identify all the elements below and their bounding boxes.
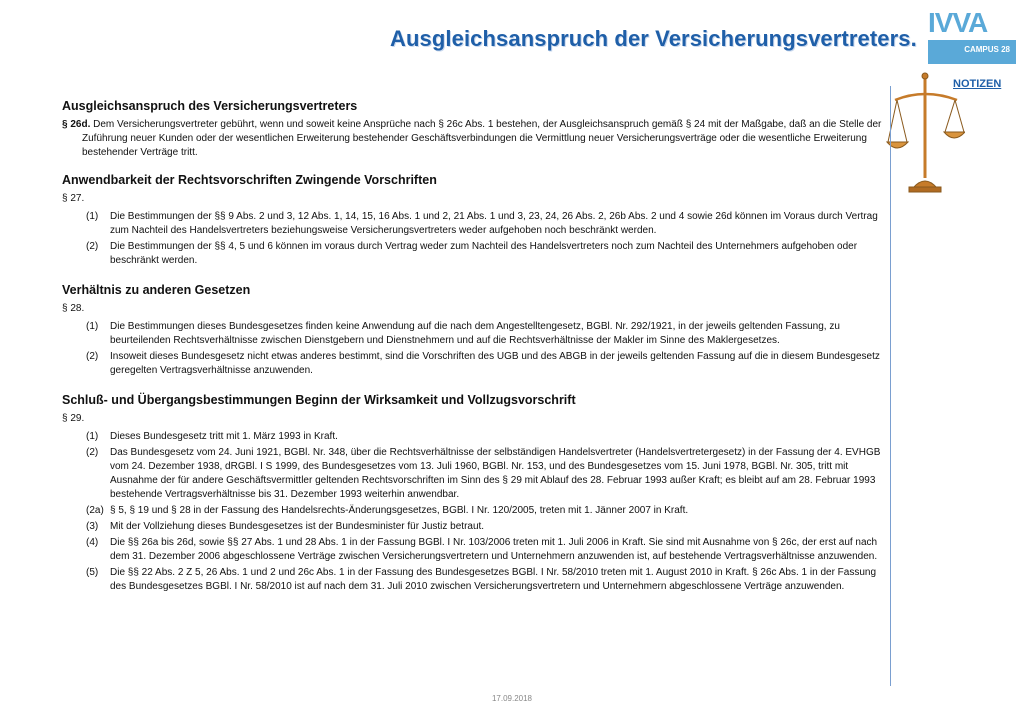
item-number: (2a) xyxy=(86,505,104,516)
list-item xyxy=(62,536,882,564)
list-item xyxy=(62,240,882,268)
item-text: § 5, § 19 und § 28 in der Fassung des Handelsrechts-Änderungsgesetzes, BGBl. I Nr. 120/2005, treten mit 1. Jänner 2007 in Kraft. xyxy=(110,505,689,516)
item-text: Die §§ 22 Abs. 2 Z 5, 26 Abs. 1 und 2 und 26c Abs. 1 in der Fassung des Bundesgesetzes BGBl. I Nr. 58/2010 treten mit 1. August 2010 in Kraft. § 26c Abs. 1 in der Fassung des Bundesgesetzes BGBl. I Nr. 58/2010 ist auf nach dem 31. Juli 2010 zwischen Versicherungsvertretern und Unternehmern abgeschlossene Verträge anzuwenden. xyxy=(110,567,877,592)
paragraph-number: § 28. xyxy=(62,303,85,314)
item-number: (2) xyxy=(86,447,99,458)
item-number: (5) xyxy=(86,567,99,578)
section-heading: Ausgleichsanspruch des Versicherungsvertreters xyxy=(62,99,358,113)
section-heading: Schluß- und Übergangsbestimmungen Beginn der Wirksamkeit und Vollzugsvorschrift xyxy=(62,393,576,407)
item-number: (4) xyxy=(86,537,99,548)
logo-badge-text: CAMPUS 28 xyxy=(964,45,1010,54)
section-27 xyxy=(62,172,882,268)
list-item xyxy=(62,430,882,444)
paragraph-text: Dem Versicherungsvertreter gebührt, wenn und soweit keine Ansprüche nach § 26c Abs. 1 bestehen, der Ausgleichsanspruch gemäß § 24 mit der Maßgabe, daß an die Stelle der Zuführung neuer Kunden oder der wesentlichen Erweiterung bestehender Geschäftsverbindungen die Vermittlung neuer Versicherungsverträge oder die wesentliche Erweiterung bestehender Verträge tritt. xyxy=(82,119,882,158)
scales-of-justice-icon xyxy=(885,70,965,196)
list-item xyxy=(62,350,882,378)
list-item xyxy=(62,446,882,502)
list-item xyxy=(62,520,882,534)
list-item xyxy=(62,566,882,594)
item-text: Die Bestimmungen dieses Bundesgesetzes finden keine Anwendung auf die nach dem Angestelltengesetz, BGBl. Nr. 292/1921, in der jeweils geltenden Fassung, zu beurteilenden Rechtsverhältnisse zwischen Dienstgebern und Dienstnehmern und auf die Rechtsverhältnisse der Makler im Sinne des Maklergesetzes. xyxy=(110,321,840,346)
paragraph-number: § 29. xyxy=(62,413,85,424)
list-item xyxy=(62,210,882,238)
section-heading: Anwendbarkeit der Rechtsvorschriften Zwingende Vorschriften xyxy=(62,173,437,187)
logo-badge xyxy=(928,40,1016,64)
item-text: Mit der Vollziehung dieses Bundesgesetzes ist der Bundesminister für Justiz betraut. xyxy=(110,521,485,532)
item-number: (1) xyxy=(86,211,99,222)
item-number: (1) xyxy=(86,431,99,442)
document-body xyxy=(62,98,882,596)
paragraph-number: § 27. xyxy=(62,193,85,204)
slide-title: Ausgleichsanspruch der Versicherungsvertreters. xyxy=(390,26,917,51)
list-item xyxy=(62,504,882,518)
list-item xyxy=(62,320,882,348)
notes-divider xyxy=(890,86,891,686)
item-number: (2) xyxy=(86,241,99,252)
item-text: Die §§ 26a bis 26d, sowie §§ 27 Abs. 1 und 28 Abs. 1 in der Fassung BGBl. I Nr. 103/2006 treten mit 1. Juli 2006 in Kraft. Sie sind mit Ausnahme von § 26c, der erst auf nach dem 31. Dezember 2006 abgeschlossene Verträge zwischen Versicherungsvertretern und Unternehmern anzuwenden ist, auf bestehende Vertragsverhältnisse anzuwenden. xyxy=(110,537,878,562)
item-text: Die Bestimmungen der §§ 9 Abs. 2 und 3, 12 Abs. 1, 14, 15, 16 Abs. 1 und 2, 21 Abs. 1 und 3, 23, 24, 26 Abs. 2, 26b Abs. 2 und 4 sowie 26d können im Voraus durch Vertrag zum Nachteil des Handelsvertreters beziehungsweise Versicherungsvertreters weder aufgehoben noch beschränkt werden. xyxy=(110,211,878,236)
section-26d xyxy=(62,98,882,160)
section-29 xyxy=(62,392,882,594)
item-number: (2) xyxy=(86,351,99,362)
item-text: Die Bestimmungen der §§ 4, 5 und 6 können im voraus durch Vertrag weder zum Nachteil des Handelsvertreters noch zum Nachteil des Unternehmers aufgehoben oder beschränkt werden. xyxy=(110,241,858,266)
item-number: (1) xyxy=(86,321,99,332)
section-28 xyxy=(62,282,882,378)
logo-text: IVVA xyxy=(928,7,988,38)
item-number: (3) xyxy=(86,521,99,532)
item-text: Insoweit dieses Bundesgesetz nicht etwas anderes bestimmt, sind die Vorschriften des UGB und des ABGB in der jeweils geltenden Fassung auf die in diesem Bundesgesetz geregelten Vertragsverhältnisse anzuwenden. xyxy=(110,351,880,376)
ivva-logo xyxy=(928,7,1016,56)
section-heading: Verhältnis zu anderen Gesetzen xyxy=(62,283,251,297)
footer-date: 17.09.2018 xyxy=(491,694,533,703)
paragraph-number: § 26d. xyxy=(62,119,91,130)
item-text: Das Bundesgesetz vom 24. Juni 1921, BGBl. Nr. 348, über die Rechtsverhältnisse der selbständigen Handelsvertreter (Handelsvertretergesetz) in der Fassung der 4. EVHGB vom 24. Dezember 1938, dRGBl. I S 1999, des Bundesgesetzes vom 13. Juli 1960, BGBl. Nr. 153, und des Bundesgesetzes vom 15. Juni 1978, BGBl. Nr. 305, tritt mit Ausnahme der für andere Geschäftsvermittler geltenden Rechtsvorschriften im Sinn des § 29 mit Ablauf des 28. Februar 1993 außer Kraft; es bleibt auf am 28. Februar 1993 bestehende Vertragsverhältnisse bis 31. Dezember 1993 weiterhin anwendbar. xyxy=(110,447,881,500)
item-text: Dieses Bundesgesetz tritt mit 1. März 1993 in Kraft. xyxy=(110,431,338,442)
notes-label: NOTIZEN xyxy=(953,78,1002,90)
paragraph xyxy=(62,118,882,160)
